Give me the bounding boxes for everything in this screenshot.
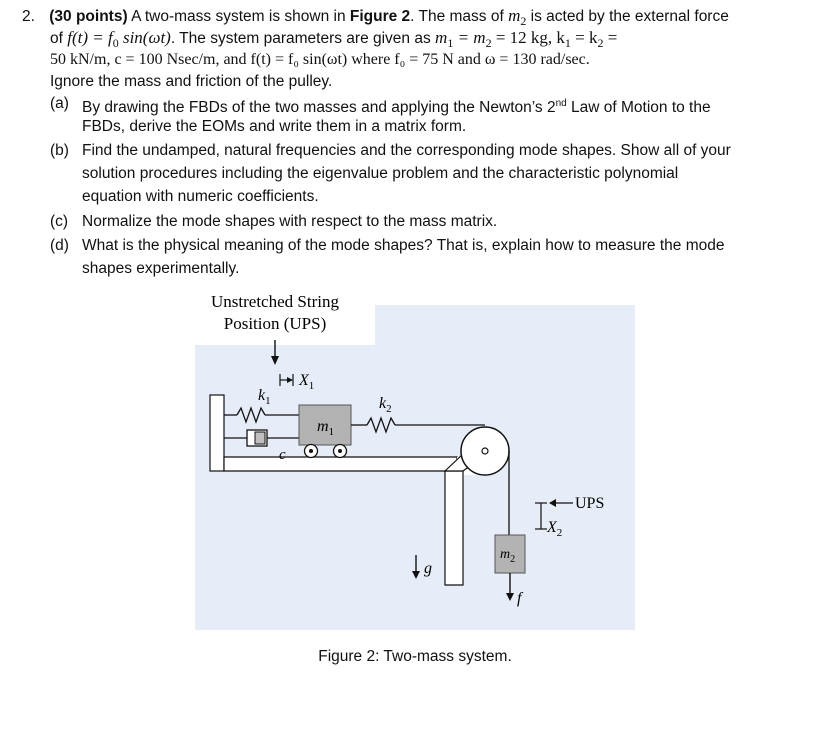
- math: sin(ωt): [118, 28, 171, 47]
- x1-symbol: X: [299, 372, 309, 389]
- math: = k: [570, 28, 598, 47]
- x1-subscript: 1: [308, 380, 315, 392]
- x2-subscript: 2: [556, 527, 563, 539]
- math: =: [603, 28, 618, 47]
- m1-subscript: 1: [328, 426, 335, 438]
- part-b-line-1: Find the undamped, natural frequencies and the corresponding mode shapes. Show all of your: [82, 142, 731, 159]
- text: of: [50, 30, 68, 47]
- pulley-axle: [482, 448, 488, 454]
- wheel-left-hub: [309, 449, 313, 453]
- subscript: 1: [564, 36, 571, 51]
- part-label: (a): [50, 95, 69, 112]
- k2-subscript: 2: [386, 403, 392, 415]
- ups-right-label: UPS: [575, 495, 605, 512]
- subscript: 2: [485, 36, 492, 51]
- text: . The mass of: [410, 8, 509, 25]
- text: By drawing the FBDs of the two masses and applying the Newton’s 2: [82, 99, 556, 117]
- two-mass-system-figure: [195, 285, 635, 630]
- f-label: f: [517, 590, 522, 607]
- part-label: (d): [50, 237, 69, 254]
- line-3: 50 kN/m, c = 100 Nsec/m, and f(t) = f₀ sin(ωt) where f₀ = 75 N and ω = 130 rad/sec.: [50, 51, 590, 68]
- part-d-line-2: shapes experimentally.: [82, 260, 240, 277]
- m2-symbol: m: [500, 547, 511, 562]
- subscript: 0: [112, 36, 119, 51]
- left-wall: [210, 395, 224, 471]
- problem-number: 2.: [22, 8, 35, 25]
- subscript: 2: [520, 14, 527, 29]
- part-a-line-1: [82, 94, 711, 118]
- part-a: [50, 94, 69, 114]
- g-label: g: [424, 560, 432, 577]
- figure-caption: Figure 2: Two-mass system.: [318, 648, 512, 665]
- part-b-line-2: solution procedures including the eigenvalue problem and the characteristic polynomial: [82, 165, 679, 182]
- text: . The system parameters are given as: [170, 30, 436, 47]
- part-d: [50, 236, 69, 256]
- c-label: c: [279, 447, 286, 463]
- floor: [224, 457, 457, 471]
- k2-symbol: k: [379, 395, 387, 412]
- ups-label-line-2: Position (UPS): [223, 314, 327, 333]
- line-4: Ignore the mass and friction of the pulley.: [50, 73, 333, 90]
- k1-symbol: k: [258, 387, 266, 404]
- subscript: 1: [447, 36, 454, 51]
- wheel-right-hub: [338, 449, 342, 453]
- math: = 12 kg, k: [491, 28, 565, 47]
- text: Law of Motion to the: [566, 99, 711, 117]
- ups-label-line-1: Unstretched String: [211, 292, 339, 311]
- subscript: 2: [597, 36, 604, 51]
- text: is acted by the external force: [526, 8, 729, 25]
- part-b: [50, 141, 69, 161]
- math: = m: [453, 28, 486, 47]
- superscript: nd: [555, 98, 567, 109]
- figure-reference: Figure 2: [349, 8, 411, 25]
- math: m: [435, 28, 448, 47]
- damper-piston: [255, 432, 265, 444]
- symbol: m: [508, 6, 521, 25]
- part-label: (c): [50, 213, 69, 230]
- part-d-line-1: What is the physical meaning of the mode shapes? That is, explain how to measure the mode: [82, 237, 725, 254]
- part-a-line-2: FBDs, derive the EOMs and write them in a matrix form.: [82, 118, 467, 135]
- m1-symbol: m: [317, 418, 329, 435]
- part-c: [50, 212, 68, 232]
- part-c-line-1: Normalize the mode shapes with respect to the mass matrix.: [82, 213, 498, 230]
- points: (30 points): [49, 8, 128, 25]
- text: A two-mass system is shown in: [131, 8, 350, 25]
- part-label: (b): [50, 142, 69, 159]
- x2-symbol: X: [547, 519, 557, 536]
- math: f(t) = f: [67, 28, 113, 47]
- part-b-line-3: equation with numeric coefficients.: [82, 188, 319, 205]
- vertical-support: [445, 471, 463, 585]
- m2-subscript: 2: [510, 554, 516, 565]
- k1-subscript: 1: [265, 395, 271, 407]
